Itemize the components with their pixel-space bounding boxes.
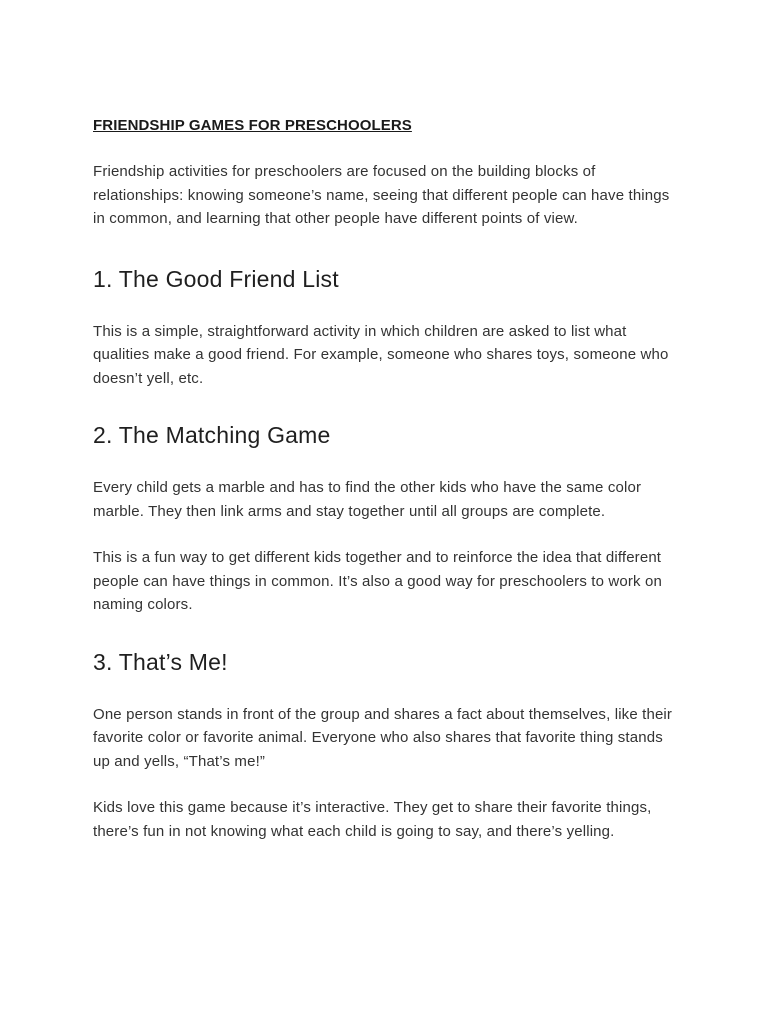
- intro-paragraph: Friendship activities for preschoolers are focused on the building blocks of relationships: knowing someone’s name, seeing that different people can have things in common, and learning that other people have different points of view.: [93, 163, 670, 227]
- document-title: FRIENDSHIP GAMES FOR PRESCHOOLERS: [93, 117, 412, 134]
- matching-game-paragraph-1: Every child gets a marble and has to find the other kids who have the same color marble. They then link arms and stay together until all groups are complete.: [93, 479, 642, 520]
- thats-me-paragraph-1: One person stands in front of the group and shares a fact about themselves, like their favorite color or favorite animal. Everyone who also shares that favorite thing stands up and yells, “That’s me!”: [93, 705, 673, 770]
- good-friend-list-paragraph: This is a simple, straightforward activity in which children are asked to list what qualities make a good friend. For example, someone who shares toys, someone who doesn’t yell, etc.: [93, 322, 669, 387]
- section-heading-matching-game: 2. The Matching Game: [93, 422, 331, 448]
- section-heading-thats-me: 3. That’s Me!: [93, 648, 228, 675]
- thats-me-paragraph-2: Kids love this game because it’s interactive. They get to share their favorite things, there’s fun in not knowing what each child is going to say, and there’s yelling.: [93, 799, 652, 840]
- matching-game-paragraph-2: This is a fun way to get different kids together and to reinforce the idea that different people can have things in common. It’s also a good way for preschoolers to work on naming colors.: [93, 549, 662, 613]
- document-page: [93, 116, 683, 843]
- section-heading-good-friend-list: 1. The Good Friend List: [93, 265, 339, 292]
